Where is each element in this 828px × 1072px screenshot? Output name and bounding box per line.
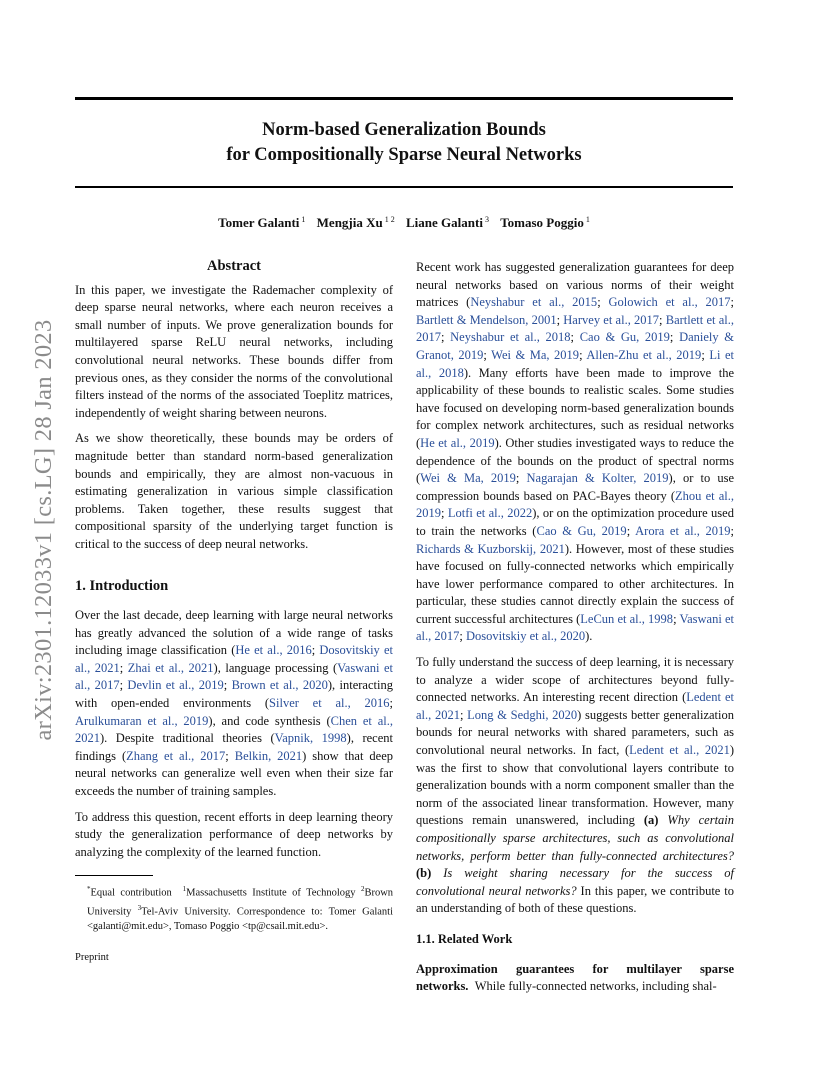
citation-link[interactable]: Neyshabur et al., 2015	[470, 295, 598, 310]
citation-link[interactable]: Nagarajan & Kolter, 2019	[526, 471, 669, 486]
citation-link[interactable]: Lotfi et al., 2022	[447, 506, 533, 521]
citation-link[interactable]: Bartlett et al., 2017	[416, 312, 734, 345]
author: Tomaso Poggio $^1$	[500, 215, 590, 231]
affiliation: Tel-Aviv University.	[141, 906, 231, 918]
abstract-heading: Abstract	[207, 258, 261, 274]
citation-link[interactable]: Arora et al., 2019	[635, 523, 731, 538]
citation-link[interactable]: Long & Sedghi, 2020	[467, 707, 578, 722]
citation-link[interactable]: Li et al., 2018	[416, 347, 734, 380]
citation-link[interactable]: Wei & Ma, 2019	[420, 471, 516, 486]
body-paragraph: Approximation guarantees for multilayer sparse networks. While fully-connected networks, including shal-	[416, 961, 734, 994]
left-column	[75, 258, 393, 967]
citation-link[interactable]: Ledent et al., 2021	[416, 690, 735, 722]
paper-title	[75, 118, 733, 168]
preprint-label: Preprint	[75, 952, 109, 964]
affiliation: Brown University	[87, 887, 394, 918]
citation-link[interactable]: Dosovitskiy et al., 2020	[466, 629, 586, 644]
section-heading-introduction: 1. Introduction	[75, 577, 169, 594]
citation-link[interactable]: Zhai et al., 2021	[127, 660, 214, 675]
citation-link[interactable]: Vapnik, 1998	[274, 731, 347, 746]
body-paragraph: To fully understand the success of deep learning, it is necessary to analyze a wider scope of architectures beyond fully-connected networks. An interesting recent direction (Ledent et al., 2021; Long & Sedghi, 2020) suggests better generalization bounds for neural networks with shared parameters, such as convolutional neural networks. In fact, (Ledent et al., 2021) was the first to show that convolutional layers contribute to generalization bounds with a norm component smaller than the norm of the associated linear transformation. However, many questions remain unanswered, including (a) Why certain compositionally sparse architectures, such as convolutional networks, perform better than fully-connected architectures? (b) Is weight sharing necessary for the success of convolutional neural networks? In this paper, we contribute to an understanding of both of these questions.	[416, 655, 735, 916]
title-line-1: Norm-based Generalization Bounds	[262, 120, 546, 140]
title-rule-top	[75, 97, 733, 100]
citation-link[interactable]: Bartlett & Mendelson, 2001	[416, 312, 557, 327]
citation-link[interactable]: Vaswani et al., 2017	[416, 611, 735, 644]
citation-link[interactable]: Cao & Gu, 2019	[579, 330, 670, 345]
intro-paragraph: To address this question, recent efforts in deep learning theory study the generalization performance of deep networks by analyzing the complexity of the learned function.	[75, 809, 393, 859]
arxiv-identifier: arXiv:2301.12033v1 [cs.LG] 28 Jan 2023	[30, 319, 57, 741]
emphasis-text: Why certain compositionally sparse architectures, such as convolutional networks, perform better than fully-connected architectures?	[416, 813, 735, 863]
citation-link[interactable]: Richards & Kuzborskij, 2021	[416, 541, 565, 556]
citation-link[interactable]: He et al., 2019	[420, 435, 495, 450]
citation-link[interactable]: Belkin, 2021	[234, 748, 303, 763]
abstract-paragraph: In this paper, we investigate the Rademacher complexity of deep sparse neural networks, where each neuron receives a small number of inputs. We prove generalization bounds for multilayered sparse ReLU neural networks, including convolutional neural networks. These bounds differ from previous ones, as they consider the norms of the convolutional filters instead of the norms of the associated Toeplitz matrices, independently of weight sharing between neurons.	[75, 282, 393, 420]
citation-link[interactable]: Golowich et al., 2017	[608, 295, 731, 310]
intro-paragraph: Over the last decade, deep learning with large neural networks has greatly advanced the solution of a wide range of tasks including image classification (He et al., 2016; Dosovitskiy et al., 2021; Zhai et al., 2021), language processing (Vaswani et al., 2017; Devlin et al., 2019; Brown et al., 2020), interacting with open-ended environments (Silver et al., 2016; Arulkumaran et al., 2019), and code synthesis (Chen et al., 2021). Despite traditional theories (Vapnik, 1998), recent findings (Zhang et al., 2017; Belkin, 2021) show that deep neural networks can generalize well even when their size far exceeds the number of training samples.	[75, 608, 394, 799]
footnote-rule	[75, 875, 153, 876]
emphasis-text: Is weight sharing necessary for the success of convolutional neural networks?	[416, 866, 735, 898]
citation-link[interactable]: Vaswani et al., 2017	[75, 660, 394, 693]
author: Liane Galanti $^3$	[406, 215, 489, 231]
paragraph-lead: Approximation guarantees for multilayer sparse networks.	[416, 961, 734, 994]
citation-link[interactable]: Harvey et al., 2017	[563, 312, 660, 327]
subsection-heading-related-work: 1.1. Related Work	[416, 931, 513, 946]
author: Mengjia Xu $^{1 2}$	[316, 215, 395, 231]
author-list	[75, 215, 733, 231]
title-rule-bottom	[75, 186, 733, 188]
affiliation: Massachusetts Institute of Technology	[186, 887, 356, 899]
citation-link[interactable]: Zhang et al., 2017	[126, 748, 226, 763]
citation-link[interactable]: Wei & Ma, 2019	[491, 347, 580, 362]
citation-link[interactable]: Dosovitskiy et al., 2021	[75, 643, 393, 675]
right-column	[416, 259, 734, 1004]
bold-text: (b)	[416, 866, 432, 881]
citation-link[interactable]: Ledent et al., 2021	[629, 743, 730, 758]
citation-link[interactable]: He et al., 2016	[235, 643, 312, 658]
footnote: *Equal contribution $^1$Massachusetts Institute of Technology $^2$Brown University $^3$Tel-Aviv University. Correspondence to: Tomer Galanti <galanti@mit.edu>, Tomaso Poggio <tp@csail.mit.edu>.	[87, 885, 394, 932]
citation-link[interactable]: Neyshabur et al., 2018	[450, 330, 571, 345]
citation-link[interactable]: Cao & Gu, 2019	[536, 523, 627, 538]
abstract-paragraph: As we show theoretically, these bounds may be orders of magnitude better than standard norm-based generalization bounds and empirically, they are almost non-vacuous in estimating generalization in various simple classification problems. Taken together, these results suggest that compositional sparsity of the underlying target function is critical to the success of deep neural networks.	[75, 431, 393, 551]
correspondence: Correspondence to: Tomer Galanti <galanti@mit.edu>, Tomaso Poggio <tp@csail.mit.edu>.	[87, 906, 394, 932]
bold-text: (a)	[643, 813, 659, 828]
citation-link[interactable]: Zhou et al., 2019	[416, 488, 734, 521]
author: Tomer Galanti $^1$	[218, 215, 306, 231]
citation-link[interactable]: Allen-Zhu et al., 2019	[586, 347, 702, 362]
equal-contribution: Equal contribution	[90, 887, 172, 899]
citation-link[interactable]: Brown et al., 2020	[231, 678, 328, 693]
title-line-2: for Compositionally Sparse Neural Networks	[226, 145, 582, 165]
citation-link[interactable]: LeCun et al., 1998	[580, 611, 674, 626]
citation-link[interactable]: Arulkumaran et al., 2019	[75, 713, 209, 728]
citation-link[interactable]: Devlin et al., 2019	[127, 678, 224, 693]
citation-link[interactable]: Silver et al., 2016	[269, 696, 390, 711]
citation-link[interactable]: Daniely & Granot, 2019	[416, 330, 735, 362]
abstract	[75, 258, 393, 554]
body-paragraph: Recent work has suggested generalization guarantees for deep neural networks based on various norms of their weight matrices (Neyshabur et al., 2015; Golowich et al., 2017; Bartlett & Mendelson, 2001; Harvey et al., 2017; Bartlett et al., 2017; Neyshabur et al., 2018; Cao & Gu, 2019; Daniely & Granot, 2019; Wei & Ma, 2019; Allen-Zhu et al., 2019; Li et al., 2018). Many efforts have been made to improve the applicability of these bounds to realistic scales. Some studies have focused on developing norm-based generalization bounds for complex network architectures, such as residual networks (He et al., 2019). Other studies investigated ways to reduce the dependence of the bounds on the product of spectral norms (Wei & Ma, 2019; Nagarajan & Kolter, 2019), or to use compression bounds based on PAC-Bayes theory (Zhou et al., 2019; Lotfi et al., 2022), or on the optimization procedure used to train the networks (Cao & Gu, 2019; Arora et al., 2019; Richards & Kuzborskij, 2021). However, most of these studies have focused on fully-connected networks which empirically have lower performance compared to other architectures. In particular, these studies cannot directly explain the success of current successful architectures (LeCun et al., 1998; Vaswani et al., 2017; Dosovitskiy et al., 2020).	[416, 260, 735, 644]
citation-link[interactable]: Chen et al., 2021	[75, 713, 394, 746]
